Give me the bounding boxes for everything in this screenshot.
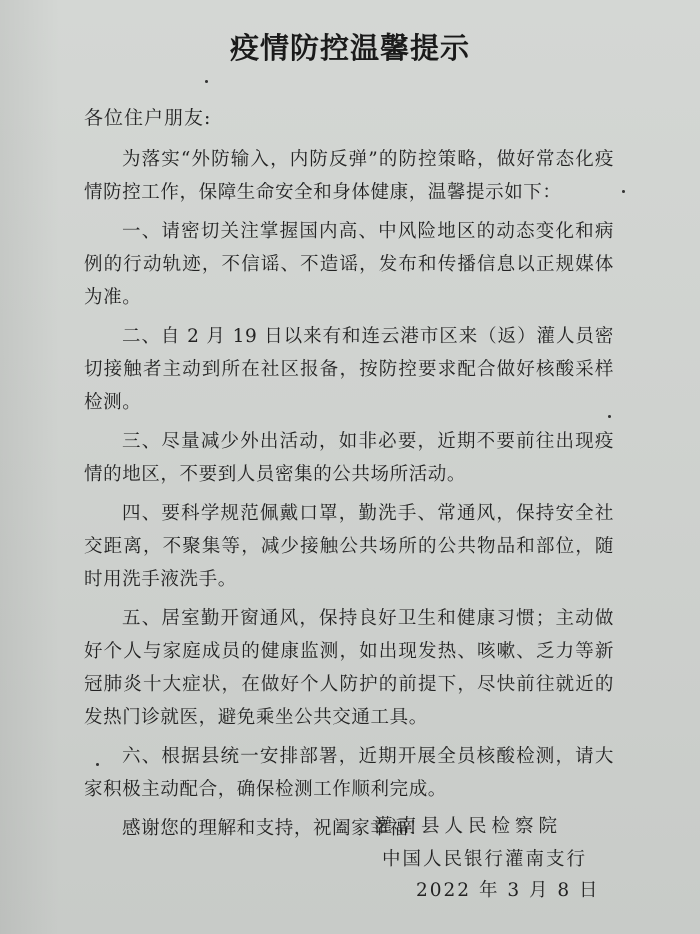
paper-shadow (0, 0, 60, 934)
item-2-paragraph: 二、自 2 月 19 日以来有和连云港市区来（返）灌人员密切接触者主动到所在社区报备，按防控要求配合做好核酸采样检测。 (84, 326, 614, 413)
signature-procuratorate: 灌南县人民检察院 (374, 816, 563, 837)
item-3-paragraph: 三、尽量减少外出活动，如非必要，近期不要前往出现疫情的地区，不要到人员密集的公共场所活动。 (84, 431, 614, 485)
salutation: 各位住户朋友: (84, 107, 212, 129)
item-6-paragraph: 六、根据县统一安排部署，近期开展全员核酸检测，请大家积极主动配合，确保检测工作顺利完成。 (84, 746, 614, 800)
signature-date: 2022 年 3 月 8 日 (416, 880, 600, 901)
paper-speck (622, 190, 625, 193)
paper-speck (205, 80, 208, 83)
item-5-paragraph: 五、居室勤开窗通风，保持良好卫生和健康习惯；主动做好个人与家庭成员的健康监测，如出现发热、咳嗽、乏力等新冠肺炎十大症状，在做好个人防护的前提下，尽快前往就近的发热门诊就医，避免乘坐公共交通工具。 (84, 608, 614, 728)
paper-speck (96, 763, 99, 766)
closing-paragraph: 感谢您的理解和支持，祝阖家幸福！ (122, 818, 428, 839)
notice-title: 疫情防控温馨提示 (229, 31, 470, 65)
intro-paragraph: 为落实“外防输入，内防反弹”的防控策略，做好常态化疫情防控工作，保障生命安全和身体健康，温馨提示如下： (84, 149, 614, 203)
paper-speck (608, 415, 611, 418)
signature-bank: 中国人民银行灌南支行 (382, 849, 588, 870)
item-1-paragraph: 一、请密切关注掌握国内高、中风险地区的动态变化和病例的行动轨迹，不信谣、不造谣，发布和传播信息以正规媒体为准。 (84, 221, 614, 308)
item-4-paragraph: 四、要科学规范佩戴口罩，勤洗手、常通风，保持安全社交距离，不聚集等，减少接触公共场所的公共物品和部位，随时用洗手液洗手。 (84, 503, 614, 590)
notice-body (84, 143, 614, 851)
